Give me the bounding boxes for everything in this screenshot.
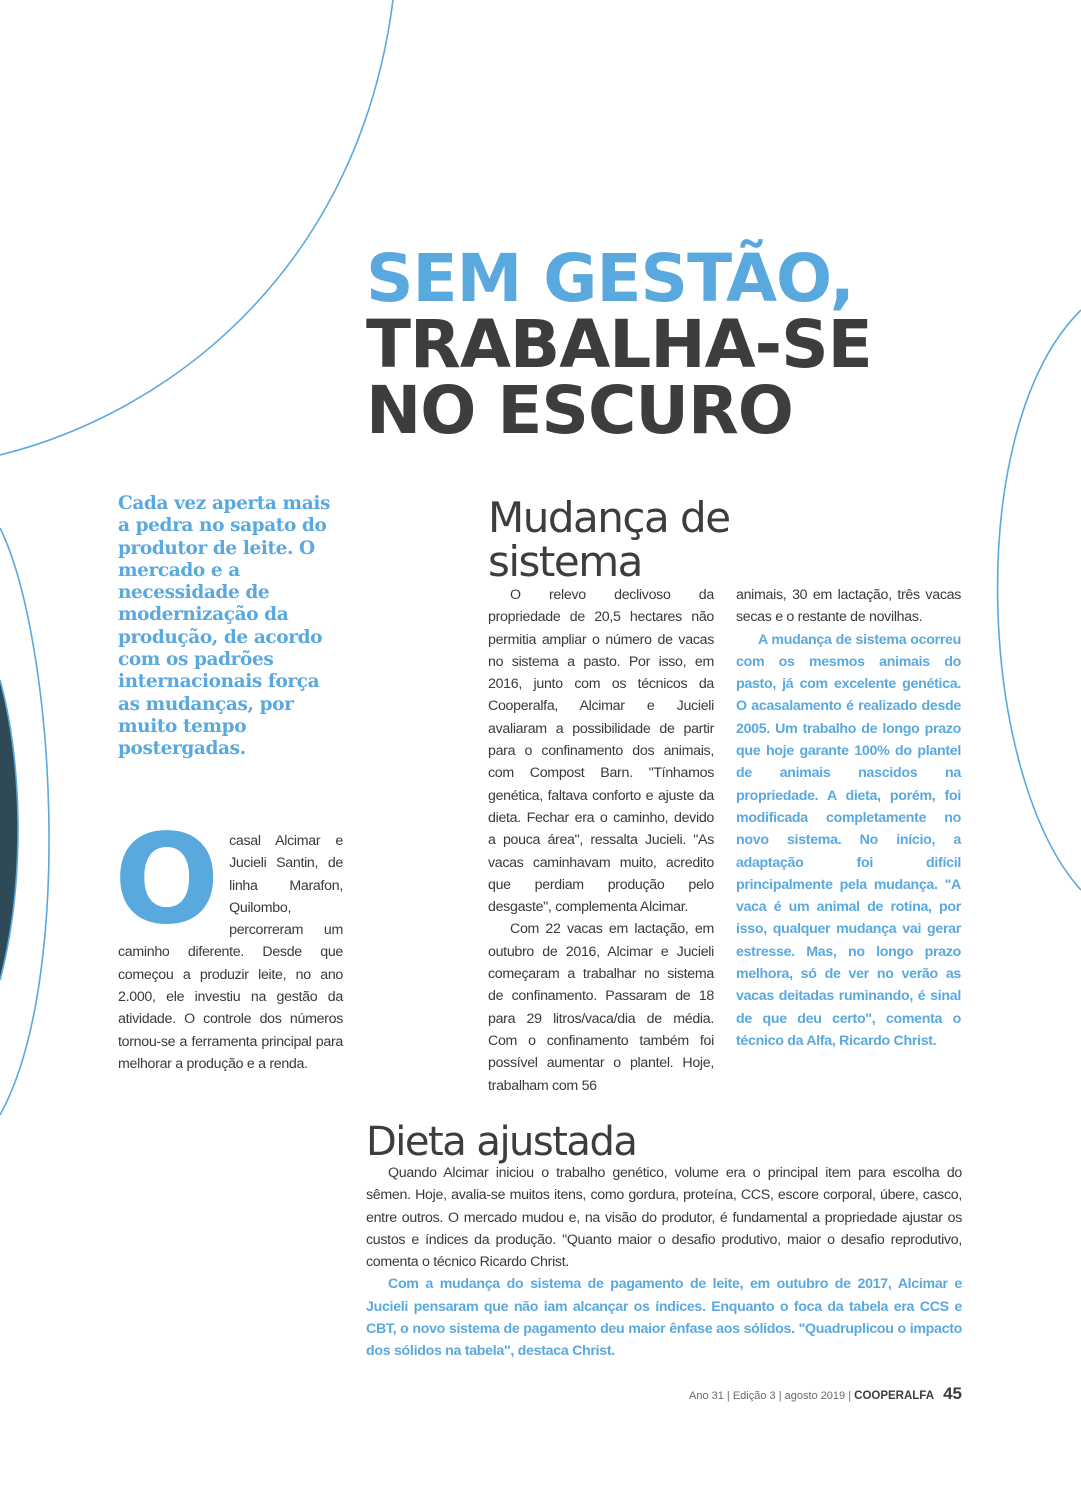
highlight-paragraph: A mudança de sistema ocorreu com os mesmos animais do pasto, já com excelente genética. O acasalamento é realizado desde 2005. Um trabalho de longo prazo que hoje garante 100% do plantel de animais nascidos na propriedade. A dieta, porém, foi modificada completamente no novo sistema. No início, a adaptação foi difícil principalmente pela mudança. "A vaca é um animal de rotina, por isso, qualquer mudança vai gerar estresse. Mas, no longo prazo melhora, só de ver no verão as vacas deitadas ruminando, é sinal de que deu certo", comenta o técnico da Alfa, Ricardo Christ. bbox=[736, 631, 961, 1049]
magazine-brand: COOPERALFA bbox=[854, 1390, 935, 1402]
dieta-section-body bbox=[366, 1162, 962, 1363]
page-number: 45 bbox=[943, 1384, 962, 1403]
section-heading-dieta: Dieta ajustada bbox=[366, 1119, 637, 1165]
headline-line-2: TRABALHA-SE bbox=[366, 306, 872, 383]
body-paragraph: Quando Alcimar iniciou o trabalho genético, volume era o principal item para escolha do sêmen. Hoje, avalia-se muitos itens, como gordura, proteína, CCS, escore corporal, úbere, casco, entre outros. O mercado mudou e, na visão do produtor, é fundamental a propriedade ajustar os custos e índices da produção. "Quanto maior o desafio produtivo, maior o desafio reprodutivo, comenta o técnico Ricardo Christ. bbox=[366, 1165, 962, 1271]
arc-top-left bbox=[0, 0, 393, 455]
body-paragraph: O relevo declivoso da propriedade de 20,5 hectares não permitia ampliar o número de vacas no sistema a pasto. Por isso, em 2016, junto com os técnicos da Cooperalfa, Alcimar e Jucieli avaliaram a possibilidade de partir para o confinamento dos animais, com Compost Barn. "Tínhamos genética, faltava conforto e ajuste da dieta. Fechar era o caminho, devido a pouca área", ressalta Jucieli. "As vacas caminhavam muito, acredito que perdiam produção pelo desgaste", complementa Alcimar. bbox=[488, 587, 714, 916]
body-paragraph: Com 22 vacas em lactação, em outubro de 2016, Alcimar e Jucieli começaram a trabalhar no sistema de confinamento. Passaram de 18 para 29 litros/vaca/dia de média. Com o confinamento também foi possível aumentar o plantel. Hoje, trabalham com 56 bbox=[488, 921, 714, 1094]
section-heading-mudanca: Mudança de sistema bbox=[488, 493, 730, 586]
body-paragraph: animais, 30 em lactação, três vacas secas e o restante de novilhas. bbox=[736, 587, 961, 626]
issue-info: Ano 31 | Edição 3 | agosto 2019 | bbox=[689, 1390, 852, 1402]
article-column-2 bbox=[736, 584, 961, 1052]
arc-left-photo-edge bbox=[0, 680, 18, 980]
page-footer bbox=[600, 1384, 962, 1404]
headline bbox=[366, 240, 872, 449]
highlight-paragraph: Com a mudança do sistema de pagamento de leite, em outubro de 2017, Alcimar e Jucieli pensaram que não iam alcançar os índices. Enquanto o foca da tabela era CCS e CBT, o novo sistema de pagamento deu maior ênfase aos sólidos. "Quadruplicou o impacto dos sólidos na tabela", destaca Christ. bbox=[366, 1276, 962, 1360]
headline-line-1: SEM GESTÃO, bbox=[366, 240, 854, 317]
intro-block bbox=[114, 808, 343, 1075]
intro-paragraph: casal Alcimar e Jucieli Santin, de linha Marafon, Quilombo, percorreram um caminho diferente. Desde que começou a produzir leite, no ano 2.000, ele investiu na gestão da atividade. O controle dos números tornou-se a ferramenta principal para melhorar a produção e a renda. bbox=[118, 833, 343, 1072]
headline-line-3: NO ESCURO bbox=[366, 372, 793, 449]
lead-paragraph: Cada vez aperta mais a pedra no sapato do produtor de leite. O mercado e a necessidade de modernização da produção, de acordo com os padrões internacionais força as mudanças, por muito tempo postergadas. bbox=[118, 493, 330, 760]
drop-cap: O bbox=[114, 808, 220, 952]
article-column-1 bbox=[488, 584, 714, 1097]
arc-right bbox=[998, 310, 1081, 890]
